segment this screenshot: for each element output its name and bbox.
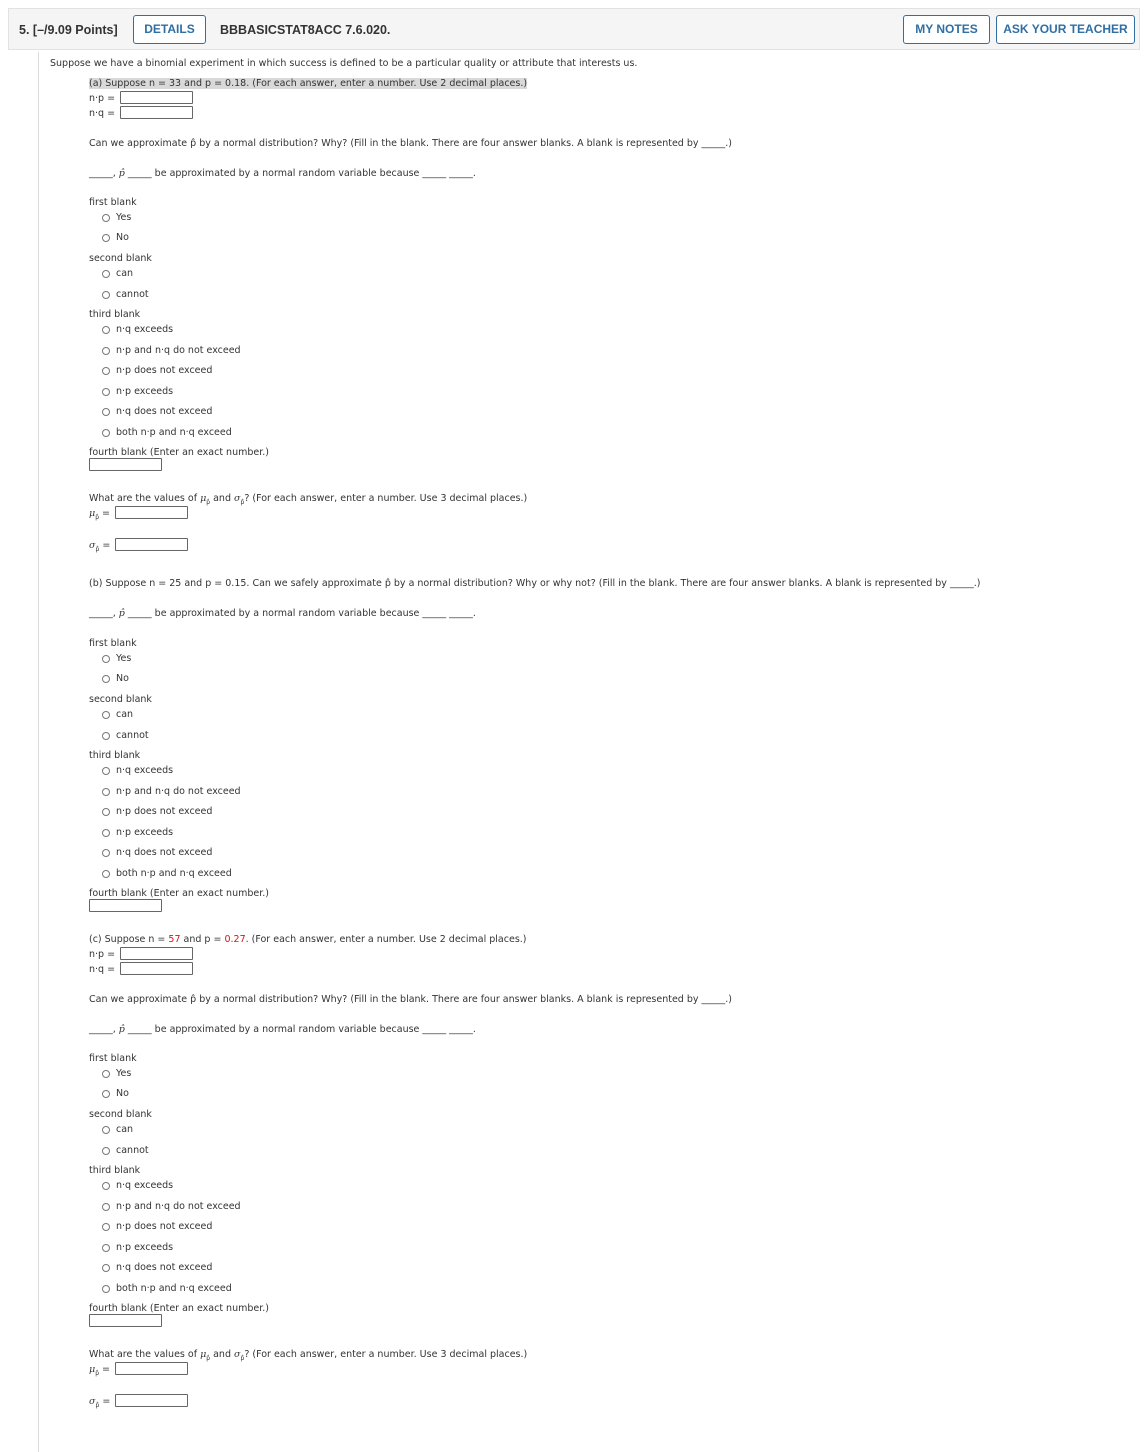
part-c-third-blank-label: third blank xyxy=(89,1165,141,1176)
part-a-prompt: (a) Suppose n = 33 and p = 0.18. (For each answer, enter a number. Use 2 decimal places.) xyxy=(89,78,528,89)
question-points: 5. [–/9.09 Points] xyxy=(19,23,118,37)
part-c-first-blank-label: first blank xyxy=(89,1053,137,1064)
my-notes-button[interactable]: MY NOTES xyxy=(903,15,990,44)
part-b-first-no-label: No xyxy=(116,673,129,684)
part-b-third-option-3-radio[interactable] xyxy=(102,829,110,837)
question-body xyxy=(38,52,1141,1452)
part-c-mu-input[interactable] xyxy=(115,1362,188,1375)
part-c-second-blank-label: second blank xyxy=(89,1109,152,1120)
ask-your-teacher-button[interactable]: ASK YOUR TEACHER xyxy=(996,15,1135,44)
details-button[interactable]: DETAILS xyxy=(133,15,206,44)
part-a-third-option-2-label: n·p does not exceed xyxy=(116,365,213,377)
part-c-third-option-1-radio[interactable] xyxy=(102,1203,110,1211)
part-a-third-option-4-label: n·q does not exceed xyxy=(116,406,213,418)
part-a-third-blank-label: third blank xyxy=(89,309,141,320)
part-c-first-no-label: No xyxy=(116,1088,129,1099)
part-b-second-cannot-radio[interactable] xyxy=(102,732,110,740)
part-a-np-label: n·p = xyxy=(89,93,116,104)
sentence-rest: _____ be approximated by a normal random variable because _____ _____. xyxy=(124,1024,476,1035)
part-c-sigma-input[interactable] xyxy=(115,1394,188,1407)
part-b-third-option-3-label: n·p exceeds xyxy=(116,826,174,838)
part-a-first-yes-radio[interactable] xyxy=(102,214,110,222)
part-b-third-option-4-radio[interactable] xyxy=(102,849,110,857)
part-c-mu-sigma-question: What are the values of $\mu_{p̂}$ and $\sigma_{p̂}$? (For each answer, enter a number. Use 3 decimal places.) xyxy=(89,1349,528,1362)
part-a-second-cannot-label: cannot xyxy=(116,289,149,300)
part-a-second-can-radio[interactable] xyxy=(102,270,110,278)
part-a-first-yes-label: Yes xyxy=(116,212,132,223)
part-c-third-option-0-label: n·q exceeds xyxy=(116,1180,174,1191)
part-c-third-option-3-radio[interactable] xyxy=(102,1244,110,1252)
part-b-second-blank-label: second blank xyxy=(89,694,152,705)
part-c-sentence xyxy=(89,1024,476,1035)
part-c-third-option-1-label: n·p and n·q do not exceed xyxy=(116,1200,241,1212)
part-c-first-yes-radio[interactable] xyxy=(102,1070,110,1078)
intro-text: Suppose we have a binomial experiment in which success is defined to be a particular quality or attribute that interests us. xyxy=(50,58,638,69)
part-a-third-option-2-radio[interactable] xyxy=(102,367,110,375)
question-code: BBBASICSTAT8ACC 7.6.020. xyxy=(220,23,391,37)
part-a-np-input[interactable] xyxy=(120,91,193,104)
part-c-nq-label: n·q = xyxy=(89,964,116,975)
part-c-third-option-0-radio[interactable] xyxy=(102,1182,110,1190)
p-hat-symbol: p̂ xyxy=(118,1024,125,1035)
part-a-second-blank-label: second blank xyxy=(89,253,152,264)
part-a-first-no-label: No xyxy=(116,232,129,243)
part-b-third-option-2-label: n·p does not exceed xyxy=(116,806,213,818)
part-c-np-label: n·p = xyxy=(89,949,116,960)
part-b-first-yes-label: Yes xyxy=(116,653,132,664)
p-hat-symbol: p̂ xyxy=(118,168,125,179)
part-a-fourth-blank-label: fourth blank (Enter an exact number.) xyxy=(89,447,269,458)
part-c-second-can-label: can xyxy=(116,1124,134,1135)
part-b-second-cannot-label: cannot xyxy=(116,730,149,741)
part-b-first-blank-label: first blank xyxy=(89,638,137,649)
part-b-third-option-4-label: n·q does not exceed xyxy=(116,847,213,859)
part-b-sentence xyxy=(89,608,476,619)
part-a-third-option-3-radio[interactable] xyxy=(102,388,110,396)
part-c-sigma-label: $\sigma_{p̂}$ = xyxy=(89,1396,111,1409)
part-b-prompt: (b) Suppose n = 25 and p = 0.15. Can we safely approximate p̂ by a normal distribution? Why or why not? (Fill in the blank. There are four answer blanks. A blank is represented by _____.) xyxy=(89,578,981,589)
part-b-first-no-radio[interactable] xyxy=(102,675,110,683)
sentence-rest: _____ be approximated by a normal random variable because _____ _____. xyxy=(124,168,476,179)
part-a-third-option-3-label: n·p exceeds xyxy=(116,385,174,397)
part-a-third-option-4-radio[interactable] xyxy=(102,408,110,416)
part-c-approx-question: Can we approximate p̂ by a normal distribution? Why? (Fill in the blank. There are four answer blanks. A blank is represented by _____.) xyxy=(89,994,732,1005)
part-c-second-cannot-radio[interactable] xyxy=(102,1147,110,1155)
question-header xyxy=(8,8,1140,50)
part-c-nq-input[interactable] xyxy=(120,962,193,975)
part-a-fourth-blank-input[interactable] xyxy=(89,458,162,471)
part-a-second-cannot-radio[interactable] xyxy=(102,291,110,299)
part-c-third-option-5-radio[interactable] xyxy=(102,1285,110,1293)
part-a-nq-input[interactable] xyxy=(120,106,193,119)
part-b-third-option-1-radio[interactable] xyxy=(102,788,110,796)
part-a-sigma-label: $\sigma_{p̂}$ = xyxy=(89,540,111,553)
part-c-third-option-3-label: n·p exceeds xyxy=(116,1241,174,1253)
part-c-second-can-radio[interactable] xyxy=(102,1126,110,1134)
part-b-fourth-blank-input[interactable] xyxy=(89,899,162,912)
part-a-third-option-0-radio[interactable] xyxy=(102,326,110,334)
part-a-third-option-5-label: both n·p and n·q exceed xyxy=(116,427,232,438)
part-a-second-can-label: can xyxy=(116,268,134,279)
part-a-third-option-5-radio[interactable] xyxy=(102,429,110,437)
part-c-third-option-4-label: n·q does not exceed xyxy=(116,1262,213,1274)
part-c-mu-label: $\mu_{p̂}$ = xyxy=(89,1364,110,1377)
part-c-second-cannot-label: cannot xyxy=(116,1145,149,1156)
part-a-nq-label: n·q = xyxy=(89,108,116,119)
part-b-third-blank-label: third blank xyxy=(89,750,141,761)
part-b-third-option-0-label: n·q exceeds xyxy=(116,765,174,776)
sentence-blanks: _____, xyxy=(89,168,119,179)
part-c-third-option-5-label: both n·p and n·q exceed xyxy=(116,1283,232,1294)
part-b-second-can-radio[interactable] xyxy=(102,711,110,719)
part-c-prompt: (c) Suppose n = 57 and p = 0.27. (For each answer, enter a number. Use 2 decimal places.) xyxy=(89,934,527,945)
sentence-blanks: _____, xyxy=(89,608,119,619)
part-b-fourth-blank-label: fourth blank (Enter an exact number.) xyxy=(89,888,269,899)
part-c-first-no-radio[interactable] xyxy=(102,1090,110,1098)
part-a-sigma-input[interactable] xyxy=(115,538,188,551)
part-a-mu-input[interactable] xyxy=(115,506,188,519)
part-c-fourth-blank-label: fourth blank (Enter an exact number.) xyxy=(89,1303,269,1314)
part-a-first-no-radio[interactable] xyxy=(102,234,110,242)
part-c-third-option-4-radio[interactable] xyxy=(102,1264,110,1272)
part-a-third-option-1-radio[interactable] xyxy=(102,347,110,355)
part-a-mu-sigma-question: What are the values of $\mu_{p̂}$ and $\sigma_{p̂}$? (For each answer, enter a number. Use 3 decimal places.) xyxy=(89,493,528,506)
part-c-p-value: 0.27 xyxy=(224,934,246,945)
part-b-first-yes-radio[interactable] xyxy=(102,655,110,663)
part-c-np-input[interactable] xyxy=(120,947,193,960)
part-b-third-option-5-radio[interactable] xyxy=(102,870,110,878)
part-b-third-option-5-label: both n·p and n·q exceed xyxy=(116,868,232,879)
sentence-blanks: _____, xyxy=(89,1024,119,1035)
part-a-third-option-1-label: n·p and n·q do not exceed xyxy=(116,344,241,356)
part-c-fourth-blank-input[interactable] xyxy=(89,1314,162,1327)
sentence-rest: _____ be approximated by a normal random variable because _____ _____. xyxy=(124,608,476,619)
part-c-n-value: 57 xyxy=(168,934,181,945)
part-a-first-blank-label: first blank xyxy=(89,197,137,208)
p-hat-symbol: p̂ xyxy=(118,608,125,619)
part-c-first-yes-label: Yes xyxy=(116,1068,132,1079)
part-a-sentence xyxy=(89,168,476,179)
part-b-third-option-1-label: n·p and n·q do not exceed xyxy=(116,785,241,797)
part-c-third-option-2-radio[interactable] xyxy=(102,1223,110,1231)
part-b-second-can-label: can xyxy=(116,709,134,720)
part-b-third-option-2-radio[interactable] xyxy=(102,808,110,816)
part-a-approx-question: Can we approximate p̂ by a normal distribution? Why? (Fill in the blank. There are four answer blanks. A blank is represented by _____.) xyxy=(89,138,732,149)
part-a-mu-label: $\mu_{p̂}$ = xyxy=(89,508,110,521)
part-b-third-option-0-radio[interactable] xyxy=(102,767,110,775)
part-a-third-option-0-label: n·q exceeds xyxy=(116,324,174,335)
part-c-third-option-2-label: n·p does not exceed xyxy=(116,1221,213,1233)
